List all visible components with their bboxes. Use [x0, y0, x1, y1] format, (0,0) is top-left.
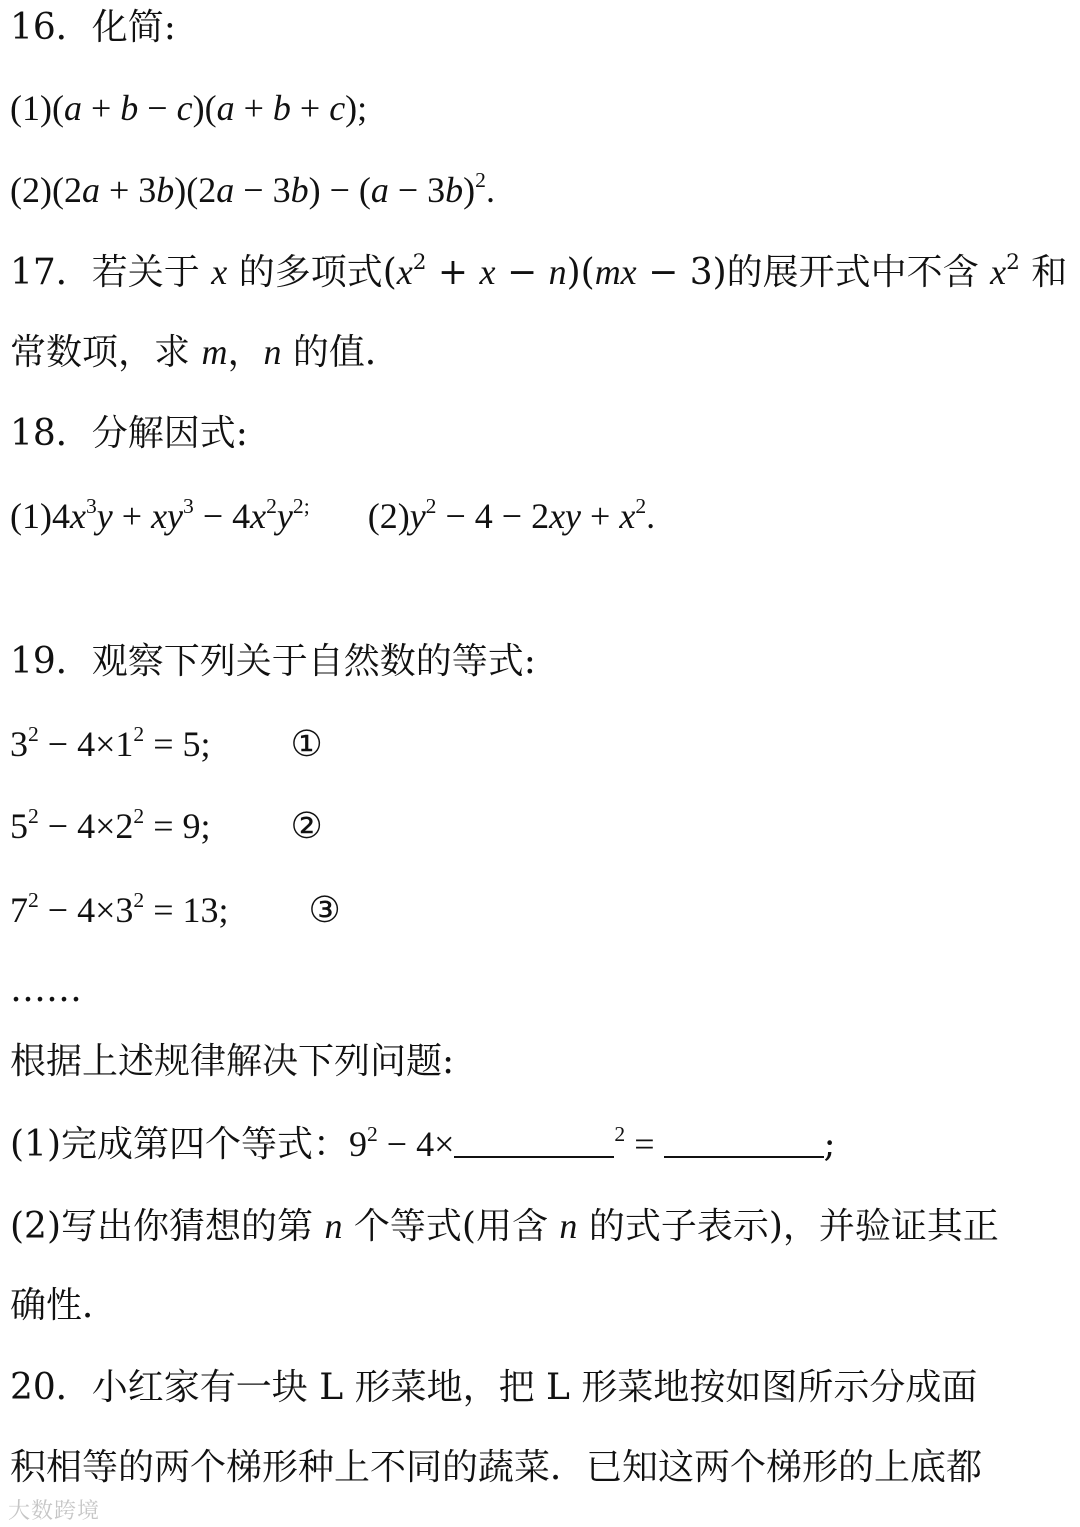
q19-instruction — [10, 1040, 454, 1084]
q18-header-text: 18．分解因式: — [10, 413, 248, 454]
q19-part1: (1)完成第四个等式：$9^2 - 4\times ^2$ = ; — [10, 1121, 836, 1165]
q20-line1 — [10, 1366, 977, 1410]
q16-part1: (1)(a + b − c)(a + b + c); — [10, 88, 368, 128]
q19-part2-line1: (2)写出你猜想的第 n 个等式(用含 n 的式子表示)，并验证其正 — [10, 1206, 999, 1247]
watermark-text: 大数跨境 — [8, 1499, 101, 1524]
q19-header-text: 19．观察下列关于自然数的等式: — [10, 641, 536, 682]
q20-line2-text: 积相等的两个梯形种上不同的蔬菜．已知这两个梯形的上底都 — [10, 1447, 983, 1488]
q17-line2: 常数项，求 m，n 的值． — [10, 332, 401, 373]
q18-parts: $(1)4x^3y + xy^3 - 4x^2y^{2;}$ $(2)y^2 - 4 - 2xy + x^2$. — [10, 493, 656, 536]
q18-header — [10, 412, 248, 456]
q20-line2 — [10, 1446, 982, 1490]
q16-part2: $(2)(2a + 3b)(2a - 3b) - (a - 3b)^2$. — [10, 167, 495, 210]
answer-blank-1[interactable] — [454, 1126, 614, 1158]
circled-mark-1: ① — [290, 724, 323, 764]
q19-instruction-text: 根据上述规律解决下列问题: — [10, 1041, 455, 1082]
q20-line1-text: 20．小红家有一块 L 形菜地，把 L 形菜地按如图所示分成面 — [10, 1367, 978, 1408]
q19-part2-line2: 确性． — [10, 1285, 119, 1326]
q19-ellipsis — [10, 968, 82, 1012]
q16-header — [10, 6, 176, 50]
q19-header — [10, 640, 536, 684]
q19-equation-1: $3^2 - 4\times 1^2 = 5$; ① — [10, 721, 323, 764]
watermark — [8, 1494, 100, 1525]
circled-mark-2: ② — [290, 806, 323, 846]
q19-equation-3: $7^2 - 4\times 3^2 = 13$; ③ — [10, 887, 341, 930]
circled-mark-3: ③ — [308, 890, 341, 930]
q17-line1: 17．若关于 x 的多项式$(x^2 + x - n)(mx - 3)$的展开式中不含 $x^2$ 和 — [10, 249, 1068, 293]
q16-header-text: 16．化简: — [10, 7, 176, 48]
q19-equation-2: $5^2 - 4\times 2^2 = 9$; ② — [10, 803, 323, 846]
ellipsis-text: …… — [10, 969, 82, 1010]
answer-blank-2[interactable] — [664, 1126, 824, 1158]
